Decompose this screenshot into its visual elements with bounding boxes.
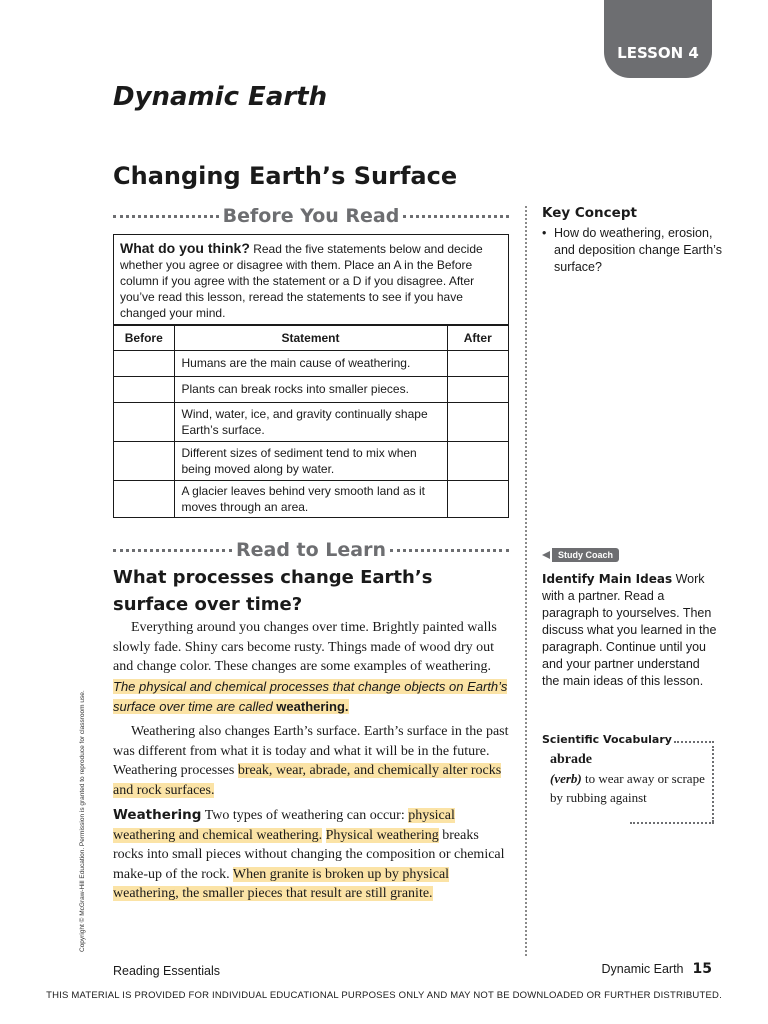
run-in-heading-weathering: Weathering [113, 807, 202, 823]
footer-disclaimer: THIS MATERIAL IS PROVIDED FOR INDIVIDUAL EDUCATIONAL PURPOSES ONLY AND MAY NOT BE DOWNLOADED OR FURTHER DISTRIBUTED. [46, 990, 722, 1001]
before-you-read-heading [113, 204, 509, 228]
statement-cell: A glacier leaves behind very smooth land as it moves through an area. [174, 480, 447, 518]
footer-right [602, 961, 712, 977]
before-you-read-label: Before You Read [222, 205, 400, 227]
paragraph-text: Two types of weathering can occur: [201, 808, 409, 823]
intro-text: Read the five statements below and decide whether you agree or disagree with them. Place an A in the Before column if you agree with the statement or a D if you disagree. After you’ve read this lesson, reread the statements to see if you have changed your mind. [120, 242, 483, 320]
before-cell[interactable] [114, 441, 174, 480]
question-heading: What processes change Earth’s surface over time? [113, 567, 433, 615]
after-cell[interactable] [447, 350, 508, 376]
paragraph-text: Weathering also changes Earth’s surface. Earth’s surface in the past was different from what it is today and what it will be in the future. Weathering processes [113, 724, 509, 779]
paragraph-text: breaks rocks into small pieces without changing the composition or chemical make-up of the rock. [113, 827, 505, 882]
key-concept-box [542, 205, 722, 276]
statement-cell: Humans are the main cause of weathering. [174, 350, 447, 376]
column-header-after: After [447, 326, 508, 350]
what-do-you-think-box [113, 234, 509, 518]
section-title: Changing Earth’s Surface [113, 162, 458, 190]
highlighted-text: When granite is broken up by physical weathering, the smaller pieces that result are still granite. [113, 866, 450, 902]
vocab-heading-row [542, 733, 714, 746]
study-coach-badge [542, 547, 619, 563]
paragraph-3 [113, 806, 511, 904]
key-concept-heading: Key Concept [542, 205, 637, 221]
page-number: 15 [692, 961, 712, 977]
before-cell[interactable] [114, 402, 174, 441]
bullet-icon: • [542, 226, 547, 240]
table-row [114, 480, 508, 518]
key-concept-text: How do weathering, erosion, and deposition change Earth’s surface? [554, 226, 722, 274]
pencil-icon [542, 551, 550, 559]
lesson-title: Dynamic Earth [113, 82, 328, 112]
lesson-tab [604, 0, 712, 78]
table-row [114, 402, 508, 441]
before-cell[interactable] [114, 480, 174, 518]
column-divider [525, 206, 527, 956]
statement-cell: Plants can break rocks into smaller pieces. [174, 376, 447, 402]
before-cell[interactable] [114, 350, 174, 376]
footer-left: Reading Essentials [113, 964, 221, 978]
statements-table [114, 326, 508, 518]
study-coach-title: Identify Main Ideas [542, 572, 673, 586]
lesson-tab-label: LESSON 4 [617, 44, 699, 62]
statement-cell: Wind, water, ice, and gravity continually shape Earth’s surface. [174, 402, 447, 441]
table-header-row [114, 326, 508, 350]
before-cell[interactable] [114, 376, 174, 402]
vocab-heading: Scientific Vocabulary [542, 733, 672, 746]
study-coach-body: Work with a partner. Read a paragraph to yourselves. Then discuss what you learned in the paragraph. Continue until you and your partner understand the main ideas of this lesson. [542, 572, 717, 688]
vocab-definition-line [550, 769, 706, 807]
study-coach-label: Study Coach [552, 548, 619, 562]
definition-text: The physical and chemical processes that change objects on Earth’s surface over time are called [113, 678, 508, 715]
highlighted-text: Physical weathering [325, 827, 439, 843]
key-term-weathering: weathering. [276, 699, 349, 715]
vocab-part-of-speech: (verb) [550, 771, 582, 786]
scientific-vocabulary-box [542, 733, 714, 824]
key-concept-bullet [542, 225, 722, 276]
vocab-entry [548, 746, 714, 822]
paragraph-text: Everything around you changes over time. Brightly painted walls slowly fade. Shiny cars become rusty. Things made of wood dry out and change color. These changes are some examples of weathering. [113, 620, 497, 675]
column-header-statement: Statement [174, 326, 447, 350]
after-cell[interactable] [447, 480, 508, 518]
divider-dots [390, 549, 509, 552]
divider-dots [113, 215, 219, 218]
divider-dots [113, 549, 232, 552]
read-to-learn-label: Read to Learn [236, 539, 387, 561]
table-row [114, 376, 508, 402]
divider-dots [630, 822, 714, 824]
statement-cell: Different sizes of sediment tend to mix when being moved along by water. [174, 441, 447, 480]
column-header-before: Before [114, 326, 174, 350]
vocab-definition: to wear away or scrape by rubbing against [550, 771, 705, 805]
read-to-learn-heading [113, 538, 509, 562]
after-cell[interactable] [447, 376, 508, 402]
highlighted-text: break, wear, abrade, and chemically alter rocks and rock surfaces. [113, 763, 502, 798]
what-do-you-think-intro [114, 235, 508, 326]
divider-dots [674, 741, 714, 743]
study-coach-text [542, 571, 720, 690]
table-row [114, 350, 508, 376]
side-copyright: Copyright © McGraw-Hill Education. Permission is granted to reproduce for classroom use. [79, 690, 86, 952]
what-do-you-think-label: What do you think? [120, 240, 250, 256]
highlighted-text: physical weathering and chemical weathering. [113, 808, 455, 843]
vocab-word: abrade [550, 752, 592, 767]
after-cell[interactable] [447, 402, 508, 441]
paragraph-1 [113, 618, 511, 718]
divider-dots [403, 215, 509, 218]
footer-lesson-name: Dynamic Earth [601, 962, 684, 976]
table-row [114, 441, 508, 480]
paragraph-2 [113, 722, 511, 800]
after-cell[interactable] [447, 441, 508, 480]
highlighted-definition [113, 679, 507, 715]
